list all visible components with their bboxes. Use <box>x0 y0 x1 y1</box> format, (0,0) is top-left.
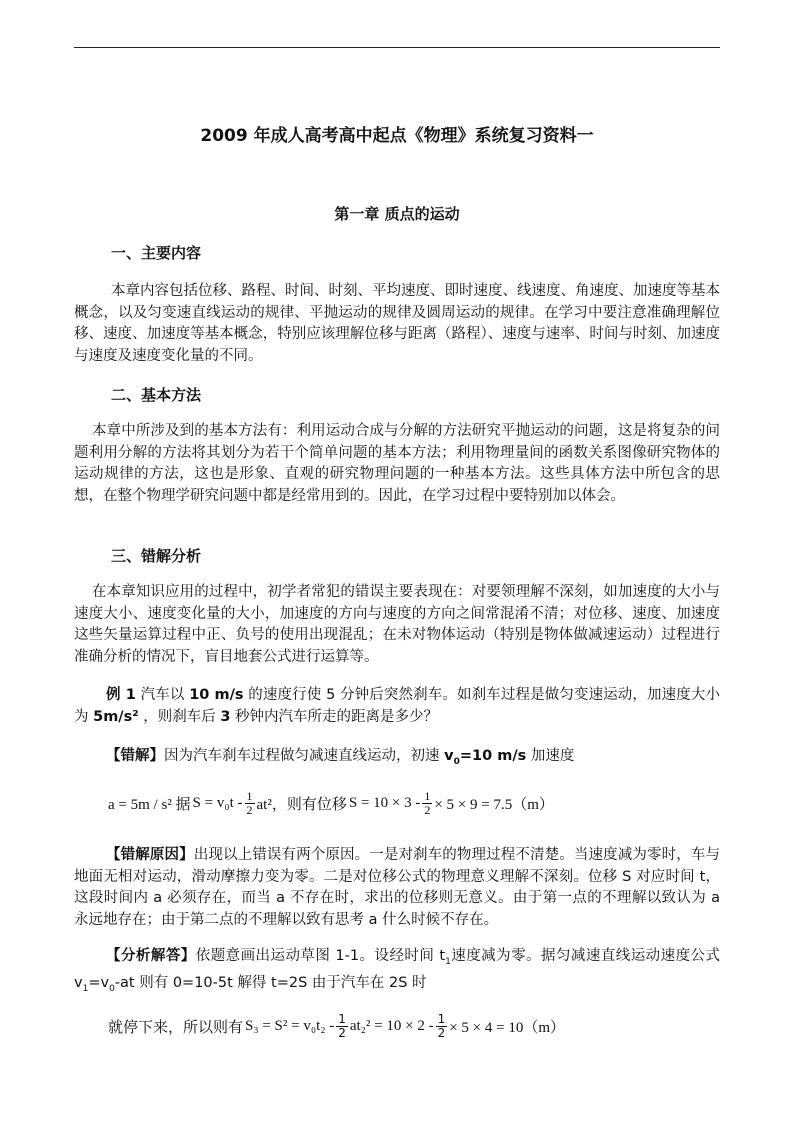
fraction-half: $\frac{1}{2}$ <box>246 789 253 817</box>
section-text-basic-methods: 本章中所涉及到的基本方法有：利用运动合成与分解的方法研究平抛运动的问题，这是将复杂的问题利用分解的方法将其划分为若干个简单问题的基本方法；利用物理量间的函数关系图像研究物体的运动规律的方法，这也是形象、直观的研究物理问题的一种基本方法。这些具体方法中所包含的思想，在整个物理学研究问题中都是经常用到的。因此，在学习过程中要特别加以体会。 <box>74 423 720 504</box>
section-text-error-analysis: 在本章知识应用的过程中，初学者常犯的错误主要表现在：对要领理解不深刻，如加速度的大小与速度大小、速度变化量的大小，加速度的方向与速度的方向之间常混淆不清；对位移、速度、加速度这些矢量运算过程中正、负号的使用出现混乱；在未对物体运动（特别是物体做减速运动）过程进行准确分析的情况下，盲目地套公式进行运算等。 <box>74 584 720 665</box>
fraction-half: $\frac{1}{2}$ <box>437 1012 446 1040</box>
fraction-half: $\frac{1}{2}$ <box>338 1012 346 1040</box>
section-text-main-content: 本章内容包括位移、路程、时间、时刻、平均速度、即时速度、线速度、角速度、加速度等基本概念，以及匀变速直线运动的规律、平抛运动的规律及圆周运动的规律。在学习中要注意准确理解位移、速度、加速度等基本概念，特别应该理解位移与距离（路程）、速度与速率、时间与时刻、加速度与速度及速度变化量的不同。 <box>74 283 720 364</box>
section-heading-main-content: 一、主要内容 <box>111 244 202 262</box>
answer-formula: 就停下来，所以则有 S₃ = S² = v₀t₂ - $\frac{1}{2}$ at₂² = 10 × 2 - $\frac{1}{2}$ × 5 × 4 = 10（m） <box>108 1012 566 1040</box>
fraction-half: $\frac{1}{2}$ <box>424 789 431 817</box>
wrong-solution-label: 【错解】 <box>106 748 164 764</box>
wrong-solution: 【错解】因为汽车刹车过程做匀减速直线运动，初速 $v_0=10$ m/s 加速度 <box>106 748 575 767</box>
example-label: 例 1 <box>106 687 136 703</box>
wrong-solution-formula: a = 5m / s² 据 S = v₀t - $\frac{1}{2}$ at²，则有位移 S = 10 × 3 - $\frac{1}{2}$ × 5 × 9 = 7.5（m） <box>108 789 554 817</box>
section-heading-error-analysis: 三、错解分析 <box>111 547 202 565</box>
analysis-answer-label: 【分析解答】 <box>106 948 196 964</box>
header-rule <box>74 47 720 48</box>
chapter-title: 第一章 质点的运动 <box>334 205 460 223</box>
error-reason: 【错解原因】出现以上错误有两个原因。一是对刹车的物理过程不清楚。当速度减为零时，车与地面无相对运动，滑动摩擦力变为零。二是对位移公式的物理意义理解不深刻。位移 S 对应时间 t，这段时间内 a 必须存在，而当 a 不存在时，求出的位移则无意义。由于第一点的不理解以致认为 a 永远地存在；由于第二点的不理解以致有思考 a 什么时候不存在。 <box>74 847 720 928</box>
example-1: 例 1 汽车以 10 m/s 的速度行使 5 分钟后突然刹车。如刹车过程是做匀变速运动，加速度大小为 5m/s² ，则刹车后 3 秒钟内汽车所走的距离是多少？ <box>74 687 721 725</box>
document-title: 2009 年成人高考高中起点《物理》系统复习资料一 <box>200 126 594 146</box>
analysis-answer: 【分析解答】依题意画出运动草图 1-1。设经时间 $t_1$速度减为零。据匀减速直线运动速度公式 $v_1=v_0-at$ 则有 0=10-5t 解得 t=2S 由于汽车在 2S 时 <box>74 948 720 995</box>
error-reason-label: 【错解原因】 <box>106 847 194 863</box>
section-heading-basic-methods: 二、基本方法 <box>111 386 202 404</box>
